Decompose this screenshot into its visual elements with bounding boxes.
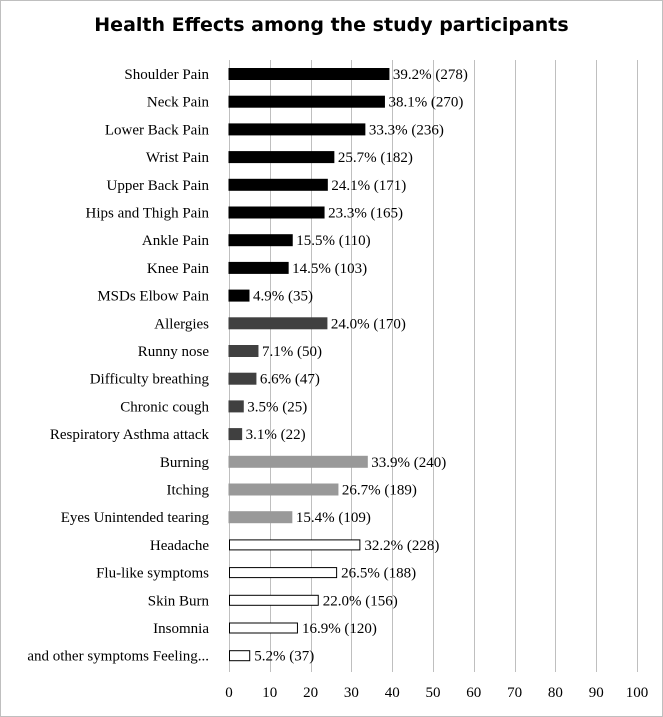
category-label: MSDs Elbow Pain <box>97 288 209 305</box>
category-label: Hips and Thigh Pain <box>85 205 209 222</box>
bar <box>229 318 327 329</box>
data-label: 25.7% (182) <box>337 150 413 167</box>
data-label: 4.9% (35) <box>252 288 313 305</box>
bar <box>229 235 292 246</box>
bar <box>230 540 360 550</box>
category-label: and other symptoms Feeling... <box>27 648 209 665</box>
category-label: Difficulty breathing <box>89 371 209 388</box>
bar <box>229 124 365 135</box>
data-label: 23.3% (165) <box>328 205 404 222</box>
data-label: 5.2% (37) <box>254 648 315 665</box>
data-label: 14.5% (103) <box>292 260 368 277</box>
data-label: 26.5% (188) <box>341 565 417 582</box>
category-label: Flu-like symptoms <box>96 565 209 582</box>
data-label: 3.1% (22) <box>245 427 306 444</box>
category-label: Ankle Pain <box>141 233 209 250</box>
x-tick-label: 0 <box>225 685 233 701</box>
category-label: Skin Burn <box>147 593 209 610</box>
bar <box>229 346 258 357</box>
category-label: Allergies <box>154 316 209 333</box>
category-label: Knee Pain <box>146 260 209 277</box>
bar <box>229 69 389 80</box>
x-tick-label: 60 <box>466 685 482 701</box>
data-label: 3.5% (25) <box>247 399 308 416</box>
data-label: 16.9% (120) <box>301 621 377 637</box>
x-tick-label: 90 <box>588 685 604 701</box>
category-label: Neck Pain <box>146 94 209 111</box>
data-label: 15.4% (109) <box>295 510 371 527</box>
category-label: Shoulder Pain <box>124 67 209 83</box>
category-label: Upper Back Pain <box>106 177 209 194</box>
x-tick-label: 20 <box>303 685 319 701</box>
bar <box>230 568 337 578</box>
bar <box>230 651 250 661</box>
x-tick-label: 100 <box>625 685 649 701</box>
data-label: 24.1% (171) <box>331 177 407 194</box>
data-label: 32.2% (228) <box>364 537 440 554</box>
bar <box>229 429 242 440</box>
bar <box>229 152 334 163</box>
bar <box>229 179 327 190</box>
data-label: 38.1% (270) <box>388 94 464 111</box>
category-label: Chronic cough <box>120 399 209 416</box>
data-label: 39.2% (278) <box>392 67 468 83</box>
category-label: Lower Back Pain <box>104 122 209 139</box>
bar <box>229 96 384 107</box>
x-tick-label: 30 <box>343 685 359 701</box>
category-label: Insomnia <box>153 621 209 637</box>
data-label: 6.6% (47) <box>259 371 320 388</box>
bar <box>229 262 288 273</box>
chart-title: Health Effects among the study participants <box>94 14 569 36</box>
data-label: 15.5% (110) <box>296 233 371 250</box>
bar <box>229 207 324 218</box>
bar <box>229 456 367 467</box>
x-tick-label: 70 <box>507 685 523 701</box>
category-label: Wrist Pain <box>145 150 209 167</box>
data-label: 7.1% (50) <box>261 344 322 360</box>
bar <box>230 595 319 605</box>
bar <box>229 373 256 384</box>
data-label: 33.3% (236) <box>368 122 444 139</box>
bar <box>230 623 298 633</box>
x-tick-label: 10 <box>262 685 278 701</box>
bar <box>229 290 249 301</box>
x-tick-label: 50 <box>425 685 441 701</box>
category-label: Headache <box>149 537 209 554</box>
category-label: Eyes Unintended tearing <box>60 510 209 527</box>
category-label: Runny nose <box>137 344 209 360</box>
bar <box>229 401 243 412</box>
category-label: Itching <box>166 482 209 499</box>
data-label: 26.7% (189) <box>341 482 417 499</box>
data-label: 33.9% (240) <box>371 454 447 471</box>
bar <box>229 484 338 495</box>
category-label: Burning <box>159 454 209 471</box>
data-label: 24.0% (170) <box>330 316 406 333</box>
category-label: Respiratory Asthma attack <box>49 427 209 444</box>
x-tick-label: 80 <box>547 685 563 701</box>
x-tick-label: 40 <box>384 685 400 701</box>
bar <box>229 512 292 523</box>
data-label: 22.0% (156) <box>322 593 398 610</box>
